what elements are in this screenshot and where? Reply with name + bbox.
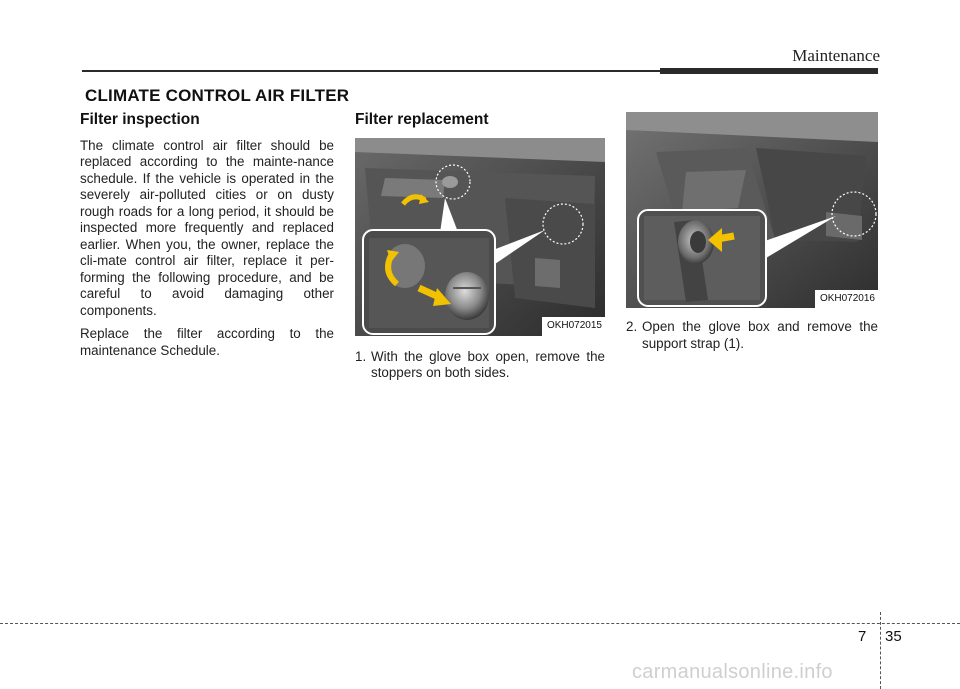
column-support-strap [626,112,878,352]
watermark: carmanualsonline.info [632,661,833,683]
footer-rule [0,623,960,624]
step-1 [355,349,605,382]
step-number: 2. [626,319,638,334]
section-title: CLIMATE CONTROL AIR FILTER [85,86,350,105]
running-head: Maintenance [792,46,880,65]
step-text: Open the glove box and remove the support strap (1). [642,319,878,351]
column-filter-inspection [80,112,334,366]
header-rule-bold [660,68,878,74]
support-strap-illustration [626,112,878,308]
step-2 [626,319,878,352]
step-text: With the glove box open, remove the stoppers on both sides. [371,348,605,380]
filter-replacement-heading: Filter replacement [355,111,489,128]
support-strap-figure [626,112,878,308]
step-number: 1. [355,348,367,364]
filter-inspection-heading: Filter inspection [80,111,200,128]
glove-box-stoppers-illustration [355,138,605,336]
column-filter-replacement [355,112,605,382]
glove-box-stoppers-figure [355,138,605,336]
chapter-number: 7 [858,628,867,645]
inspection-paragraph: Replace the filter according to the maintenance Schedule. [80,326,334,358]
footer-divider [880,612,881,689]
figure-code-label: OKH072016 [815,290,878,309]
inspection-paragraph: The climate control air filter should be replaced according to the mainte-nance schedule. If the vehicle is operated in the severely air-polluted cities or on dusty rough roads for a long period, it should be inspected more frequently and replaced earlier. When you, the owner, replace the cli-mate control air filter, replace it per-forming the following procedure, and be careful to avoid damaging other components. [80,137,334,318]
page-number: 35 [885,628,902,645]
header-rule [82,70,660,72]
figure-code-label: OKH072015 [542,317,605,336]
